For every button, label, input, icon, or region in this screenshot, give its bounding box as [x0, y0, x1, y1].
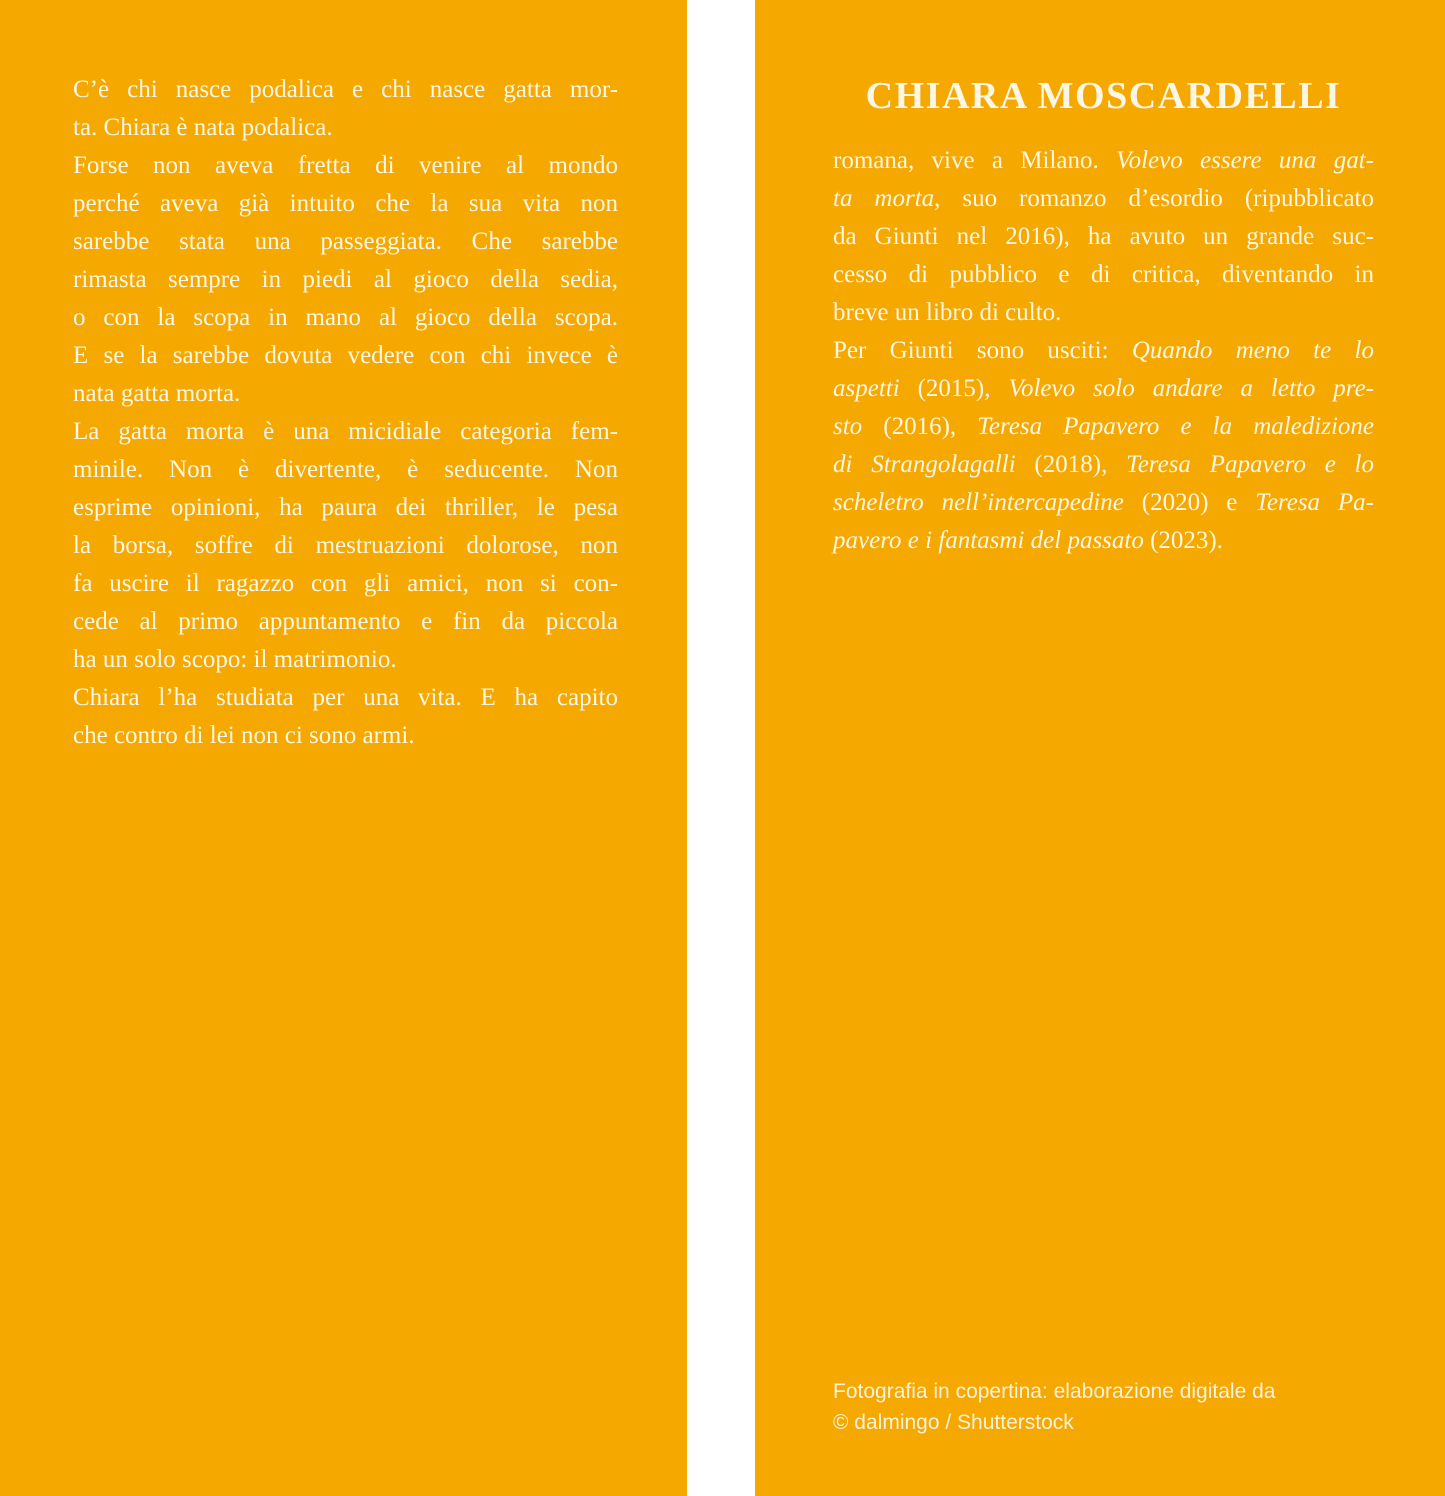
text-line: scheletro nell’intercapedine (2020) e Teresa Pa-: [833, 489, 1374, 516]
left-flap-panel: [0, 0, 687, 1496]
text-line: cesso di pubblico e di critica, diventando in: [833, 261, 1374, 288]
right-flap-bio-block: [833, 73, 1374, 560]
text-line: E se la sarebbe dovuta vedere con chi invece è: [73, 342, 618, 369]
left-flap-blurb-text: [73, 71, 618, 755]
text-line: ta morta, suo romanzo d’esordio (ripubblicato: [833, 185, 1374, 212]
text-line: sarebbe stata una passeggiata. Che sarebbe: [73, 228, 618, 255]
text-line: che contro di lei non ci sono armi.: [73, 722, 415, 749]
text-line: pavero e i fantasmi del passato (2023).: [833, 527, 1224, 554]
author-bio-text: [833, 142, 1374, 560]
text-line: C’è chi nasce podalica e chi nasce gatta mor-: [73, 76, 618, 103]
text-line: Forse non aveva fretta di venire al mondo: [73, 152, 618, 179]
right-flap-panel: [755, 0, 1445, 1496]
text-line: fa uscire il ragazzo con gli amici, non si con-: [73, 570, 618, 597]
text-line: perché aveva già intuito che la sua vita non: [73, 190, 618, 217]
text-line: Chiara l’ha studiata per una vita. E ha capito: [73, 684, 618, 711]
text-line: nata gatta morta.: [73, 380, 241, 407]
text-line: Per Giunti sono usciti: Quando meno te lo: [833, 337, 1374, 364]
photo-credit-line-1: Fotografia in copertina: elaborazione digitale da: [833, 1380, 1276, 1403]
author-name-title: CHIARA MOSCARDELLI: [865, 75, 1342, 117]
text-line: esprime opinioni, ha paura dei thriller, le pesa: [73, 494, 618, 521]
text-line: aspetti (2015), Volevo solo andare a letto pre-: [833, 375, 1374, 402]
text-line: breve un libro di culto.: [833, 299, 1062, 326]
photo-credit-line-2: © dalmingo / Shutterstock: [833, 1411, 1074, 1434]
text-line: cede al primo appuntamento e fin da piccola: [73, 608, 618, 635]
text-line: ha un solo scopo: il matrimonio.: [73, 646, 397, 673]
text-line: La gatta morta è una micidiale categoria fem-: [73, 418, 618, 445]
text-line: da Giunti nel 2016), ha avuto un grande suc-: [833, 223, 1374, 250]
text-line: ta. Chiara è nata podalica.: [73, 114, 333, 141]
photo-credit: [833, 1376, 1393, 1438]
text-line: romana, vive a Milano. Volevo essere una gat-: [833, 147, 1374, 174]
text-line: minile. Non è divertente, è seducente. Non: [73, 456, 618, 483]
text-line: o con la scopa in mano al gioco della scopa.: [73, 304, 618, 331]
text-line: la borsa, soffre di mestruazioni dolorose, non: [73, 532, 618, 559]
text-line: di Strangolagalli (2018), Teresa Papavero e lo: [833, 451, 1375, 478]
text-line: sto (2016), Teresa Papavero e la maledizione: [833, 413, 1375, 440]
text-line: rimasta sempre in piedi al gioco della sedia,: [73, 266, 618, 293]
